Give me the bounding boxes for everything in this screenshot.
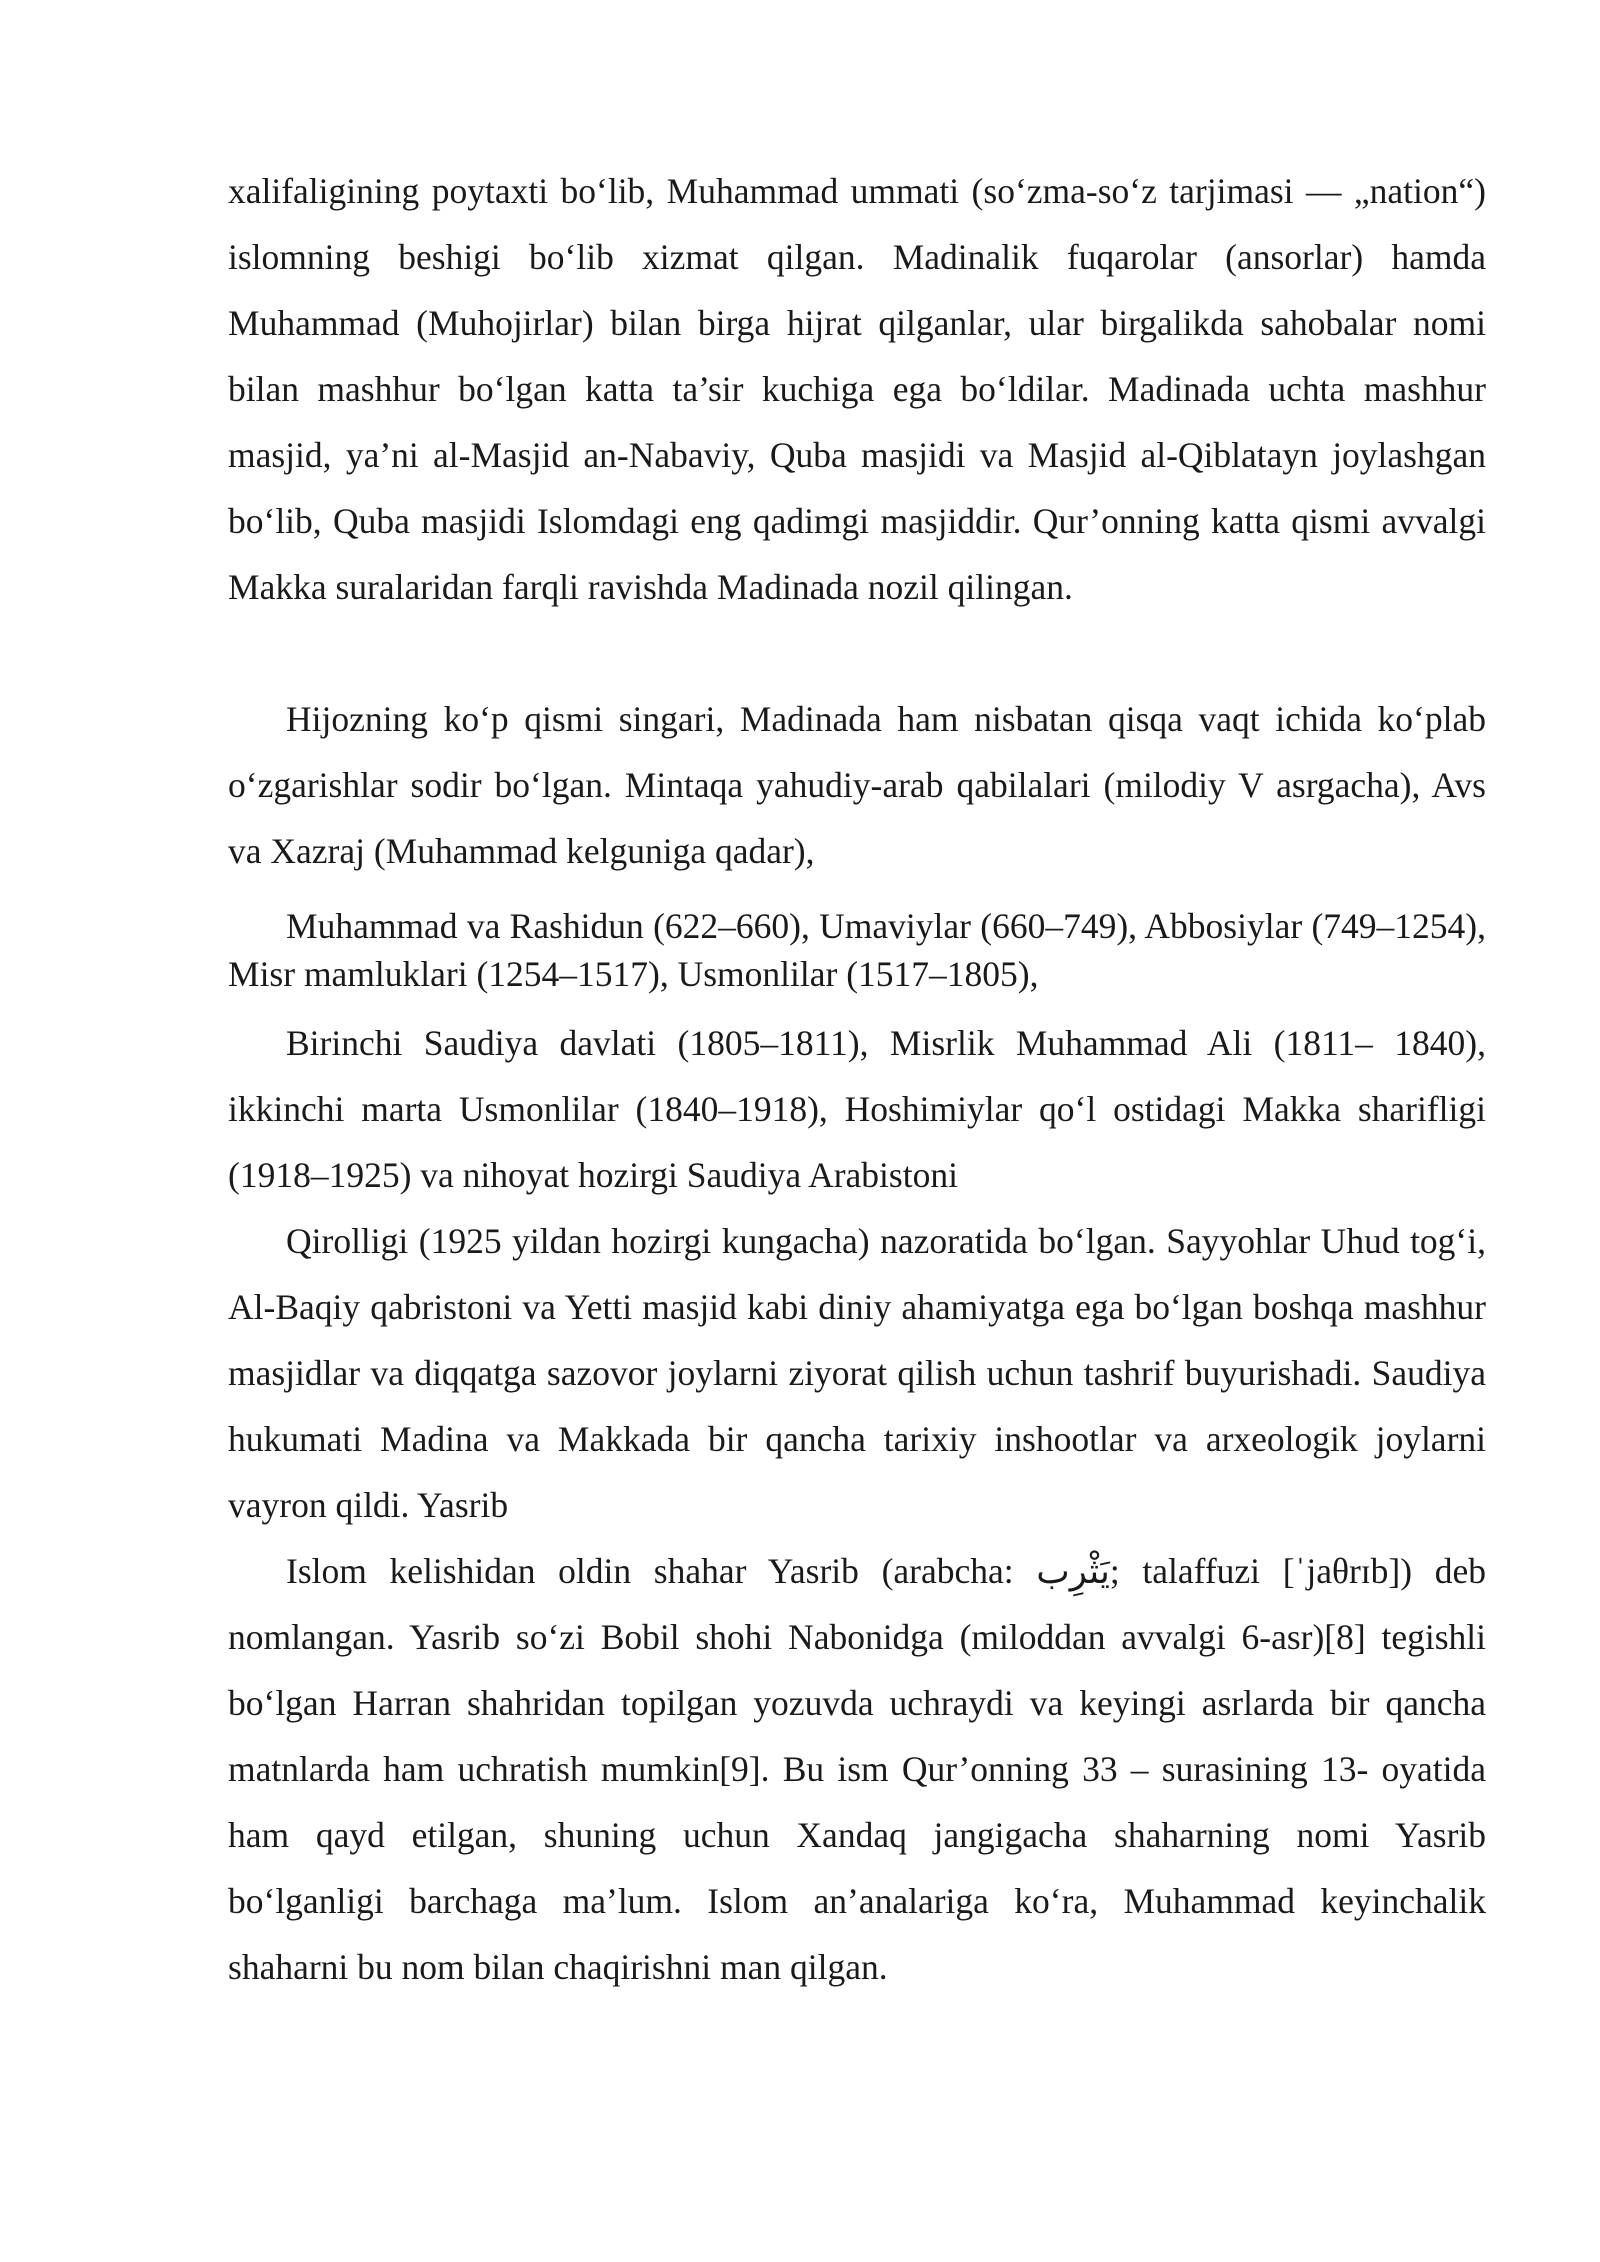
text-column xyxy=(228,158,1486,2000)
paragraph-kingdom-sites: Qirolligi (1925 yildan hozirgi kungacha) nazoratida bo‘lgan. Sayyohlar Uhud tog‘i, Al-Baqiy qabristoni va Yetti masjid kabi diniy ahamiyatga ega bo‘lgan boshqa mashhur masjidlar va diqqatga sazovor joylarni ziyorat qilish uchun tashrif buyurishadi. Saudiya hukumati Madina va Makkada bir qancha tarixiy inshootlar va arxeologik joylarni vayron qildi. Yasrib xyxy=(228,1221,1486,1525)
paragraph-saudi-state: Birinchi Saudiya davlati (1805–1811), Misrlik Muhammad Ali (1811– 1840), ikkinchi marta Usmonlilar (1840–1918), Hoshimiylar qo‘l ostidagi Makka sharifligi (1918–1925) va nihoyat hozirgi Saudiya Arabistoni xyxy=(228,1023,1486,1195)
paragraph-hijaz-changes: Hijozning ko‘p qismi singari, Madinada ham nisbatan qisqa vaqt ichida ko‘plab o‘zgarishlar sodir bo‘lgan. Mintaqa yahudiy-arab qabilalari (milodiy V asrgacha), Avs va Xazraj (Muhammad kelguniga qadar), xyxy=(228,699,1486,871)
paragraph-yasrib-name: Islom kelishidan oldin shahar Yasrib (arabcha: يَثْرِب; talaffuzi [ˈjaθrɪb]) deb nomlangan. Yasrib so‘zi Bobil shohi Nabonidga (miloddan avvalgi 6-asr)[8] tegishli bo‘lgan Harran shahridan topilgan yozuvda uchraydi va keyingi asrlarda bir qancha matnlarda ham uchratish mumkin[9]. Bu ism Qur’onning 33 – surasining 13- oyatida ham qayd etilgan, shuning uchun Xandaq jangigacha shaharning nomi Yasrib bo‘lganligi barchaga ma’lum. Islom an’analariga ko‘ra, Muhammad keyinchalik shaharni bu nom bilan chaqirishni man qilgan. xyxy=(228,1551,1486,1987)
paragraph-rulers-list: Muhammad va Rashidun (622–660), Umaviylar (660–749), Abbosiylar (749–1254), Misr mamluklari (1254–1517), Usmonlilar (1517–1805), xyxy=(228,906,1486,994)
paragraph-madina-caliphate: xalifaligining poytaxti bo‘lib, Muhammad ummati (so‘zma-so‘z tarjimasi — „nation“) islomning beshigi bo‘lib xizmat qilgan. Madinalik fuqarolar (ansorlar) hamda Muhammad (Muhojirlar) bilan birga hijrat qilganlar, ular birgalikda sahobalar nomi bilan mashhur bo‘lgan katta ta’sir kuchiga ega bo‘ldilar. Madinada uchta mashhur masjid, ya’ni al-Masjid an-Nabaviy, Quba masjidi va Masjid al-Qiblatayn joylashgan bo‘lib, Quba masjidi Islomdagi eng qadimgi masjiddir. Qur’onning katta qismi avvalgi Makka suralaridan farqli ravishda Madinada nozil qilingan. xyxy=(228,171,1486,607)
